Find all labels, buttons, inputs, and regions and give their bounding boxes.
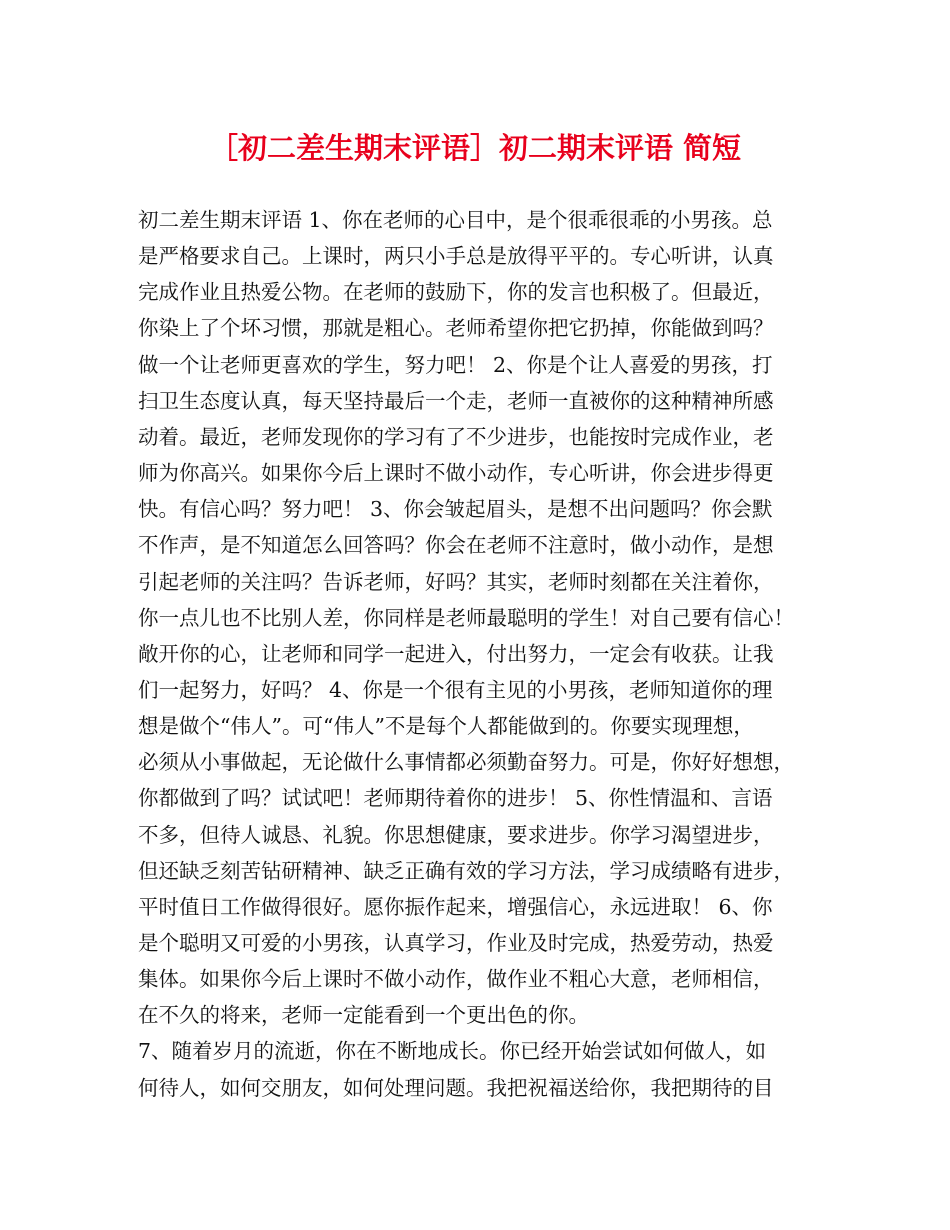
body-text-line: 在不久的将来，老师一定能看到一个更出色的你。 bbox=[138, 1003, 589, 1027]
body-text-line: 平时值日工作做得很好。愿你振作起来，增强信心，永远进取！ 6、你 bbox=[138, 895, 773, 919]
body-text-line: 必须从小事做起，无论做什么事情都必须勤奋努力。可是，你好好想想， bbox=[138, 750, 794, 774]
body-text-line: 想是做个“伟人”。可“伟人”不是每个人都能做到的。你要实现理想， bbox=[138, 714, 754, 738]
body-text-line: 们一起努力，好吗？ 4、你是一个很有主见的小男孩，老师知道你的理 bbox=[138, 678, 773, 702]
body-text-line: 完成作业且热爱公物。在老师的鼓励下，你的发言也积极了。但最近， bbox=[138, 280, 774, 304]
body-text-line: 集体。如果你今后上课时不做小动作，做作业不粗心大意，老师相信， bbox=[138, 967, 774, 991]
body-text-line: 但还缺乏刻苦钻研精神、缺乏正确有效的学习方法，学习成绩略有进步， bbox=[138, 859, 794, 883]
body-text-line: 是严格要求自己。上课时，两只小手总是放得平平的。专心听讲，认真 bbox=[138, 244, 774, 268]
body-text-line: 敞开你的心，让老师和同学一起进入，付出努力，一定会有收获。让我 bbox=[138, 642, 774, 666]
body-text-line: 是个聪明又可爱的小男孩，认真学习，作业及时完成，热爱劳动，热爱 bbox=[138, 931, 774, 955]
body-text-line: 扫卫生态度认真，每天坚持最后一个走，老师一直被你的这种精神所感 bbox=[138, 389, 774, 413]
body-text-line: 师为你高兴。如果你今后上课时不做小动作，专心听讲，你会进步得更 bbox=[138, 461, 774, 485]
body-text-line: 何待人，如何交朋友，如何处理问题。我把祝福送给你，我把期待的目 bbox=[138, 1076, 774, 1100]
body-text-line: 不多，但待人诚恳、礼貌。你思想健康，要求进步。你学习渴望进步， bbox=[138, 823, 774, 847]
body-text-line: 你都做到了吗？试试吧！老师期待着你的进步！ 5、你性情温和、言语 bbox=[138, 786, 773, 810]
body-text-line: 做一个让老师更喜欢的学生，努力吧！ 2、你是个让人喜爱的男孩，打 bbox=[138, 353, 773, 377]
body-text-line: 不作声，是不知道怎么回答吗？你会在老师不注意时，做小动作，是想 bbox=[138, 533, 774, 557]
body-text-line: 初二差生期末评语 1、你在老师的心目中，是个很乖很乖的小男孩。总 bbox=[138, 208, 773, 232]
body-text-line: 快。有信心吗？努力吧！ 3、你会皱起眉头，是想不出问题吗？你会默 bbox=[138, 497, 773, 521]
body-text-line: 动着。最近，老师发现你的学习有了不少进步，也能按时完成作业，老 bbox=[138, 425, 774, 449]
body-text-line: 你一点儿也不比别人差，你同样是老师最聪明的学生！对自己要有信心！ bbox=[138, 606, 794, 630]
document-title: ［初二差生期末评语］初二期末评语 简短 bbox=[208, 131, 742, 165]
body-text-line: 你染上了个坏习惯，那就是粗心。老师希望你把它扔掉，你能做到吗？ bbox=[138, 316, 774, 340]
body-text-line: 7、随着岁月的流逝，你在不断地成长。你已经开始尝试如何做人，如 bbox=[138, 1039, 767, 1063]
body-text-line: 引起老师的关注吗？告诉老师，好吗？其实，老师时刻都在关注着你， bbox=[138, 570, 774, 594]
